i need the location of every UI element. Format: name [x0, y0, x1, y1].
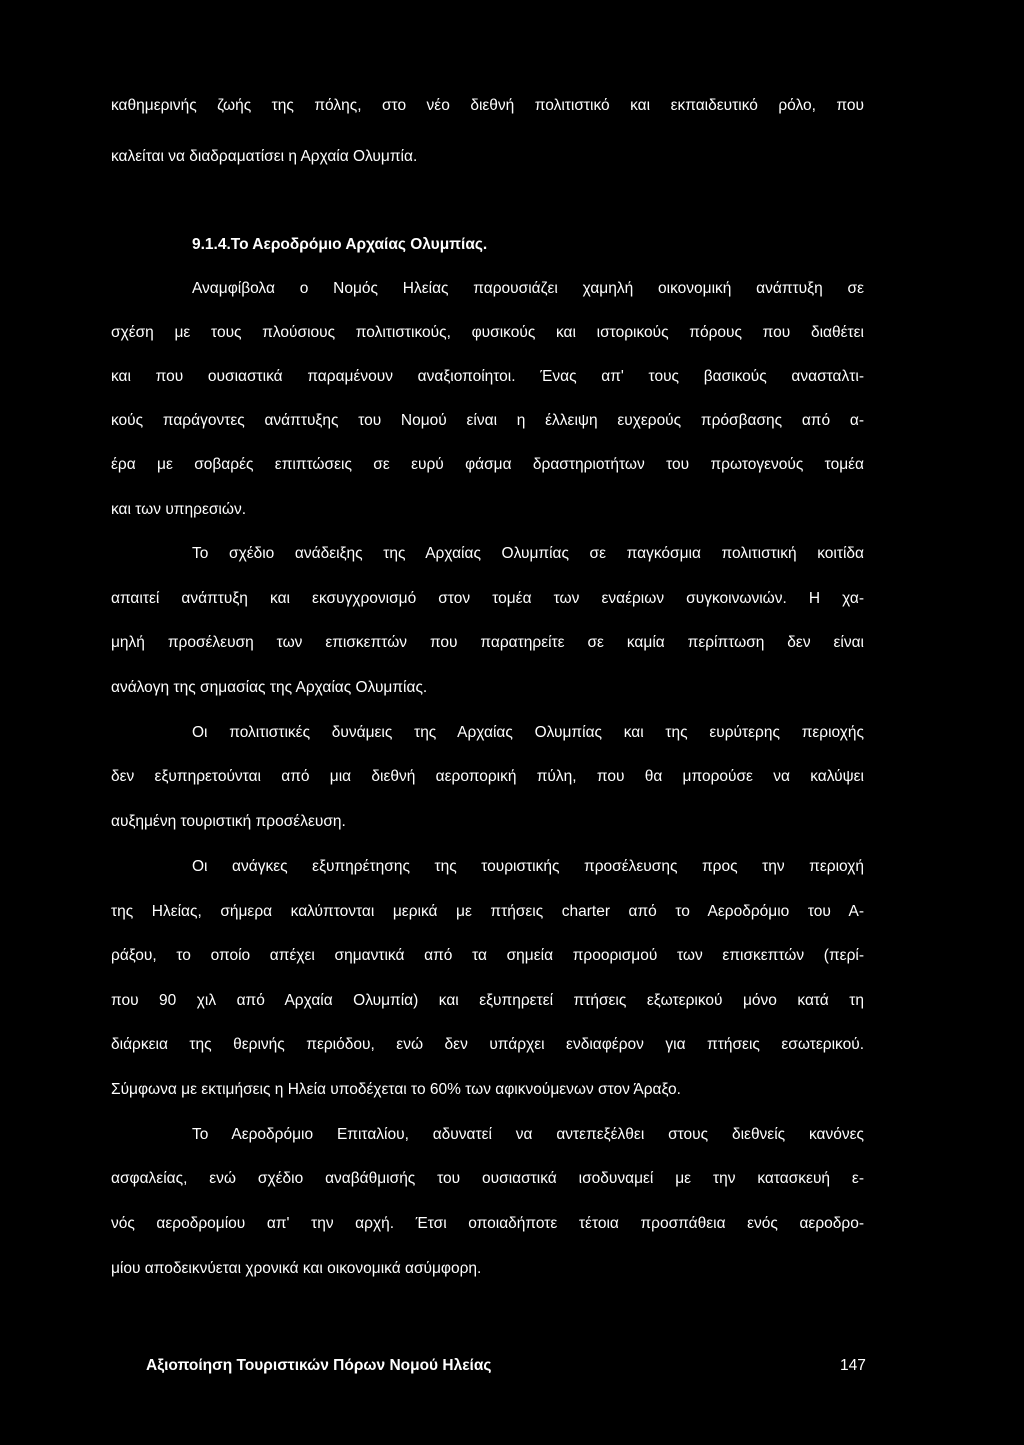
- page-number: 147: [840, 1357, 866, 1374]
- text-line: αυξημένη τουριστική προσέλευση.: [111, 813, 346, 830]
- text-line: καθημερινής ζωής της πόλης, στο νέο διεθνή πολιτιστικό και εκπαιδευτικό ρόλο, που: [111, 97, 864, 114]
- text-line: και που ουσιαστικά παραμένουν αναξιοποίητοι. Ένας απ' τους βασικούς ανασταλτι-: [111, 368, 864, 385]
- text-line: ανάλογη της σημασίας της Αρχαίας Ολυμπίας.: [111, 679, 428, 696]
- text-line: Το σχέδιο ανάδειξης της Αρχαίας Ολυμπίας σε παγκόσμια πολιτιστική κοιτίδα: [192, 545, 864, 562]
- text-line: διάρκεια της θερινής περιόδου, ενώ δεν υπάρχει ενδιαφέρον για πτήσεις εσωτερικού.: [111, 1036, 864, 1053]
- text-line: καλείται να διαδραματίσει η Αρχαία Ολυμπία.: [111, 148, 418, 165]
- footer-title: Αξιοποίηση Τουριστικών Πόρων Νομού Ηλείας: [146, 1357, 492, 1374]
- text-line: σχέση με τους πλούσιους πολιτιστικούς, φυσικούς και ιστορικούς πόρους που διαθέτει: [111, 324, 864, 341]
- text-line: ασφαλείας, ενώ σχέδιο αναβάθμισής του ουσιαστικά ισοδυναμεί με την κατασκευή ε-: [111, 1170, 864, 1187]
- text-line: Οι ανάγκες εξυπηρέτησης της τουριστικής προσέλευσης προς την περιοχή: [192, 858, 864, 875]
- text-line: ράξου, το οποίο απέχει σημαντικά από τα σημεία προορισμού των επισκεπτών (περί-: [111, 947, 864, 964]
- text-line: Το Αεροδρόμιο Επιταλίου, αδυνατεί να αντεπεξέλθει στους διεθνείς κανόνες: [192, 1126, 864, 1143]
- text-line: Οι πολιτιστικές δυνάμεις της Αρχαίας Ολυμπίας και της ευρύτερης περιοχής: [192, 724, 864, 741]
- text-line: και των υπηρεσιών.: [111, 501, 247, 518]
- text-line: νός αεροδρομίου απ' την αρχή. Έτσι οποιαδήποτε τέτοια προσπάθεια ενός αεροδρο-: [111, 1215, 864, 1232]
- text-line: που 90 χιλ από Αρχαία Ολυμπία) και εξυπηρετεί πτήσεις εξωτερικού μόνο κατά τη: [111, 992, 864, 1009]
- text-line: της Ηλείας, σήμερα καλύπτονται μερικά με πτήσεις charter από το Αεροδρόμιο του Α-: [111, 903, 864, 920]
- text-line: δεν εξυπηρετούνται από μια διεθνή αεροπορική πύλη, που θα μπορούσε να καλύψει: [111, 768, 864, 785]
- section-heading: 9.1.4.Το Αεροδρόμιο Αρχαίας Ολυμπίας.: [192, 236, 488, 253]
- text-line: Σύμφωνα με εκτιμήσεις η Ηλεία υποδέχεται το 60% των αφικνούμενων στον Άραξο.: [111, 1081, 681, 1098]
- text-line: απαιτεί ανάπτυξη και εκσυγχρονισμό στον τομέα των εναέριων συγκοινωνιών. Η χα-: [111, 590, 864, 607]
- text-line: έρα με σοβαρές επιπτώσεις σε ευρύ φάσμα δραστηριοτήτων του πρωτογενούς τομέα: [111, 456, 864, 473]
- text-line: μηλή προσέλευση των επισκεπτών που παρατηρείτε σε καμία περίπτωση δεν είναι: [111, 634, 864, 651]
- text-line: μίου αποδεικνύεται χρονικά και οικονομικά ασύμφορη.: [111, 1260, 482, 1277]
- text-line: κούς παράγοντες ανάπτυξης του Νομού είναι η έλλειψη ευχερούς πρόσβασης από α-: [111, 412, 864, 429]
- text-line: Αναμφίβολα ο Νομός Ηλείας παρουσιάζει χαμηλή οικονομική ανάπτυξη σε: [192, 280, 864, 297]
